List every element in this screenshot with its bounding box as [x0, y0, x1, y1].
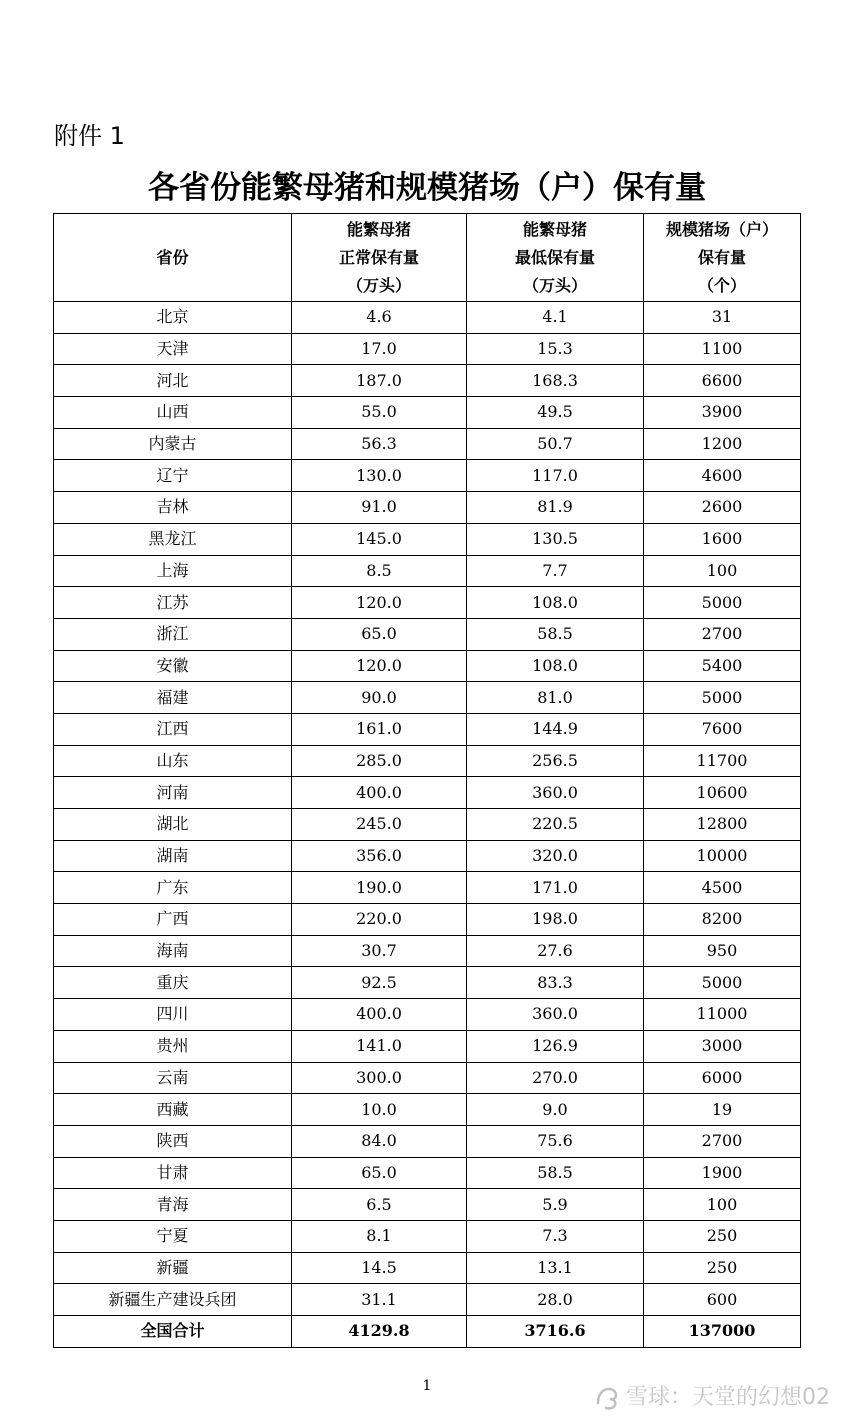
- normal-inventory-cell: 84.0: [292, 1125, 467, 1157]
- normal-inventory-cell: 356.0: [292, 840, 467, 872]
- total-normal-inventory: 4129.8: [292, 1316, 467, 1348]
- attachment-label: 附件 1: [54, 122, 125, 150]
- province-cell: 天津: [54, 333, 292, 365]
- minimum-inventory-cell: 126.9: [467, 1030, 644, 1062]
- minimum-inventory-cell: 117.0: [467, 460, 644, 492]
- scale-farms-cell: 2700: [644, 618, 801, 650]
- minimum-inventory-cell: 58.5: [467, 1157, 644, 1189]
- province-cell: 北京: [54, 302, 292, 334]
- minimum-inventory-cell: 7.7: [467, 555, 644, 587]
- table-row: [54, 682, 801, 714]
- minimum-inventory-cell: 144.9: [467, 713, 644, 745]
- province-cell: 山西: [54, 397, 292, 429]
- scale-farms-cell: 250: [644, 1252, 801, 1284]
- province-cell: 云南: [54, 1062, 292, 1094]
- page-title: 各省份能繁母猪和规模猪场（户）保有量: [148, 170, 706, 206]
- table-row: [54, 1062, 801, 1094]
- table-header-row: [54, 214, 801, 302]
- normal-inventory-cell: 187.0: [292, 365, 467, 397]
- scale-farms-cell: 1200: [644, 428, 801, 460]
- scale-farms-cell: 8200: [644, 904, 801, 936]
- normal-inventory-cell: 141.0: [292, 1030, 467, 1062]
- normal-inventory-cell: 120.0: [292, 650, 467, 682]
- normal-inventory-cell: 245.0: [292, 809, 467, 841]
- scale-farms-cell: 3000: [644, 1030, 801, 1062]
- table-row: [54, 1284, 801, 1316]
- normal-inventory-cell: 92.5: [292, 967, 467, 999]
- minimum-inventory-cell: 171.0: [467, 872, 644, 904]
- table-row: [54, 460, 801, 492]
- table-row: [54, 650, 801, 682]
- sow-inventory-table: [53, 213, 801, 1348]
- province-cell: 山东: [54, 745, 292, 777]
- watermark-text: 雪球：天堂的幻想02: [626, 1385, 830, 1410]
- normal-inventory-cell: 55.0: [292, 397, 467, 429]
- normal-inventory-cell: 17.0: [292, 333, 467, 365]
- scale-farms-cell: 10600: [644, 777, 801, 809]
- normal-inventory-cell: 400.0: [292, 999, 467, 1031]
- scale-farms-cell: 100: [644, 555, 801, 587]
- minimum-inventory-cell: 49.5: [467, 397, 644, 429]
- scale-farms-cell: 1100: [644, 333, 801, 365]
- total-row: [54, 1316, 801, 1348]
- minimum-inventory-cell: 220.5: [467, 809, 644, 841]
- province-cell: 辽宁: [54, 460, 292, 492]
- scale-farms-cell: 250: [644, 1220, 801, 1252]
- scale-farms-cell: 1900: [644, 1157, 801, 1189]
- minimum-inventory-cell: 28.0: [467, 1284, 644, 1316]
- normal-inventory-cell: 90.0: [292, 682, 467, 714]
- province-cell: 福建: [54, 682, 292, 714]
- minimum-inventory-cell: 83.3: [467, 967, 644, 999]
- scale-farms-cell: 2700: [644, 1125, 801, 1157]
- minimum-inventory-cell: 198.0: [467, 904, 644, 936]
- normal-inventory-cell: 161.0: [292, 713, 467, 745]
- normal-inventory-cell: 6.5: [292, 1189, 467, 1221]
- province-cell: 吉林: [54, 492, 292, 524]
- province-cell: 陕西: [54, 1125, 292, 1157]
- province-cell: 河北: [54, 365, 292, 397]
- table-row: [54, 523, 801, 555]
- normal-inventory-cell: 285.0: [292, 745, 467, 777]
- province-cell: 安徽: [54, 650, 292, 682]
- minimum-inventory-cell: 27.6: [467, 935, 644, 967]
- province-cell: 江苏: [54, 587, 292, 619]
- minimum-inventory-cell: 81.0: [467, 682, 644, 714]
- normal-inventory-cell: 31.1: [292, 1284, 467, 1316]
- province-cell: 青海: [54, 1189, 292, 1221]
- scale-farms-cell: 5000: [644, 682, 801, 714]
- minimum-inventory-cell: 270.0: [467, 1062, 644, 1094]
- province-cell: 海南: [54, 935, 292, 967]
- scale-farms-cell: 5000: [644, 967, 801, 999]
- province-cell: 广东: [54, 872, 292, 904]
- province-cell: 江西: [54, 713, 292, 745]
- total-scale-farms: 137000: [644, 1316, 801, 1348]
- scale-farms-cell: 1600: [644, 523, 801, 555]
- minimum-inventory-cell: 9.0: [467, 1094, 644, 1126]
- table-row: [54, 618, 801, 650]
- table-row: [54, 777, 801, 809]
- province-cell: 湖南: [54, 840, 292, 872]
- table-row: [54, 1030, 801, 1062]
- table-row: [54, 492, 801, 524]
- scale-farms-cell: 5400: [644, 650, 801, 682]
- total-label: 全国合计: [54, 1316, 292, 1348]
- scale-farms-cell: 5000: [644, 587, 801, 619]
- normal-inventory-cell: 220.0: [292, 904, 467, 936]
- minimum-inventory-cell: 50.7: [467, 428, 644, 460]
- watermark: [594, 1383, 830, 1413]
- total-minimum-inventory: 3716.6: [467, 1316, 644, 1348]
- table-row: [54, 809, 801, 841]
- province-cell: 湖北: [54, 809, 292, 841]
- scale-farms-cell: 3900: [644, 397, 801, 429]
- minimum-inventory-cell: 13.1: [467, 1252, 644, 1284]
- normal-inventory-cell: 400.0: [292, 777, 467, 809]
- province-cell: 广西: [54, 904, 292, 936]
- scale-farms-cell: 31: [644, 302, 801, 334]
- normal-inventory-cell: 145.0: [292, 523, 467, 555]
- province-cell: 重庆: [54, 967, 292, 999]
- province-cell: 上海: [54, 555, 292, 587]
- minimum-inventory-cell: 168.3: [467, 365, 644, 397]
- normal-inventory-cell: 91.0: [292, 492, 467, 524]
- table-row: [54, 935, 801, 967]
- normal-inventory-cell: 30.7: [292, 935, 467, 967]
- scale-farms-cell: 6600: [644, 365, 801, 397]
- normal-inventory-cell: 65.0: [292, 618, 467, 650]
- scale-farms-cell: 11000: [644, 999, 801, 1031]
- table-row: [54, 713, 801, 745]
- table-row: [54, 1189, 801, 1221]
- table-row: [54, 1252, 801, 1284]
- province-cell: 内蒙古: [54, 428, 292, 460]
- minimum-inventory-cell: 360.0: [467, 777, 644, 809]
- normal-inventory-cell: 8.5: [292, 555, 467, 587]
- province-cell: 甘肃: [54, 1157, 292, 1189]
- scale-farms-cell: 19: [644, 1094, 801, 1126]
- province-cell: 宁夏: [54, 1220, 292, 1252]
- scale-farms-cell: 600: [644, 1284, 801, 1316]
- xueqiu-logo-icon: [594, 1385, 620, 1411]
- scale-farms-cell: 100: [644, 1189, 801, 1221]
- normal-inventory-cell: 65.0: [292, 1157, 467, 1189]
- table-row: [54, 840, 801, 872]
- minimum-inventory-cell: 130.5: [467, 523, 644, 555]
- header-normal-inventory: 能繁母猪 正常保有量 （万头）: [292, 214, 467, 302]
- scale-farms-cell: 7600: [644, 713, 801, 745]
- province-cell: 黑龙江: [54, 523, 292, 555]
- header-province: 省份: [54, 214, 292, 302]
- minimum-inventory-cell: 4.1: [467, 302, 644, 334]
- minimum-inventory-cell: 58.5: [467, 618, 644, 650]
- province-cell: 新疆: [54, 1252, 292, 1284]
- page-number: 1: [422, 1378, 432, 1394]
- scale-farms-cell: 12800: [644, 809, 801, 841]
- minimum-inventory-cell: 108.0: [467, 650, 644, 682]
- table-row: [54, 1157, 801, 1189]
- normal-inventory-cell: 4.6: [292, 302, 467, 334]
- table-row: [54, 365, 801, 397]
- normal-inventory-cell: 190.0: [292, 872, 467, 904]
- minimum-inventory-cell: 5.9: [467, 1189, 644, 1221]
- scale-farms-cell: 950: [644, 935, 801, 967]
- province-cell: 贵州: [54, 1030, 292, 1062]
- normal-inventory-cell: 14.5: [292, 1252, 467, 1284]
- province-cell: 四川: [54, 999, 292, 1031]
- minimum-inventory-cell: 108.0: [467, 587, 644, 619]
- minimum-inventory-cell: 256.5: [467, 745, 644, 777]
- minimum-inventory-cell: 81.9: [467, 492, 644, 524]
- province-cell: 河南: [54, 777, 292, 809]
- scale-farms-cell: 11700: [644, 745, 801, 777]
- table-row: [54, 1125, 801, 1157]
- table-row: [54, 1220, 801, 1252]
- province-cell: 西藏: [54, 1094, 292, 1126]
- table-row: [54, 904, 801, 936]
- table-row: [54, 999, 801, 1031]
- table-row: [54, 1094, 801, 1126]
- table-row: [54, 967, 801, 999]
- table-row: [54, 397, 801, 429]
- table-row: [54, 302, 801, 334]
- normal-inventory-cell: 300.0: [292, 1062, 467, 1094]
- normal-inventory-cell: 8.1: [292, 1220, 467, 1252]
- scale-farms-cell: 2600: [644, 492, 801, 524]
- table-row: [54, 555, 801, 587]
- normal-inventory-cell: 130.0: [292, 460, 467, 492]
- minimum-inventory-cell: 75.6: [467, 1125, 644, 1157]
- minimum-inventory-cell: 15.3: [467, 333, 644, 365]
- normal-inventory-cell: 120.0: [292, 587, 467, 619]
- table-row: [54, 333, 801, 365]
- minimum-inventory-cell: 7.3: [467, 1220, 644, 1252]
- normal-inventory-cell: 10.0: [292, 1094, 467, 1126]
- table-row: [54, 872, 801, 904]
- table-row: [54, 428, 801, 460]
- scale-farms-cell: 6000: [644, 1062, 801, 1094]
- table-row: [54, 587, 801, 619]
- province-cell: 浙江: [54, 618, 292, 650]
- header-scale-farms: 规模猪场（户） 保有量 （个）: [644, 214, 801, 302]
- normal-inventory-cell: 56.3: [292, 428, 467, 460]
- scale-farms-cell: 10000: [644, 840, 801, 872]
- scale-farms-cell: 4500: [644, 872, 801, 904]
- minimum-inventory-cell: 360.0: [467, 999, 644, 1031]
- scale-farms-cell: 4600: [644, 460, 801, 492]
- minimum-inventory-cell: 320.0: [467, 840, 644, 872]
- province-cell: 新疆生产建设兵团: [54, 1284, 292, 1316]
- header-minimum-inventory: 能繁母猪 最低保有量 （万头）: [467, 214, 644, 302]
- table-row: [54, 745, 801, 777]
